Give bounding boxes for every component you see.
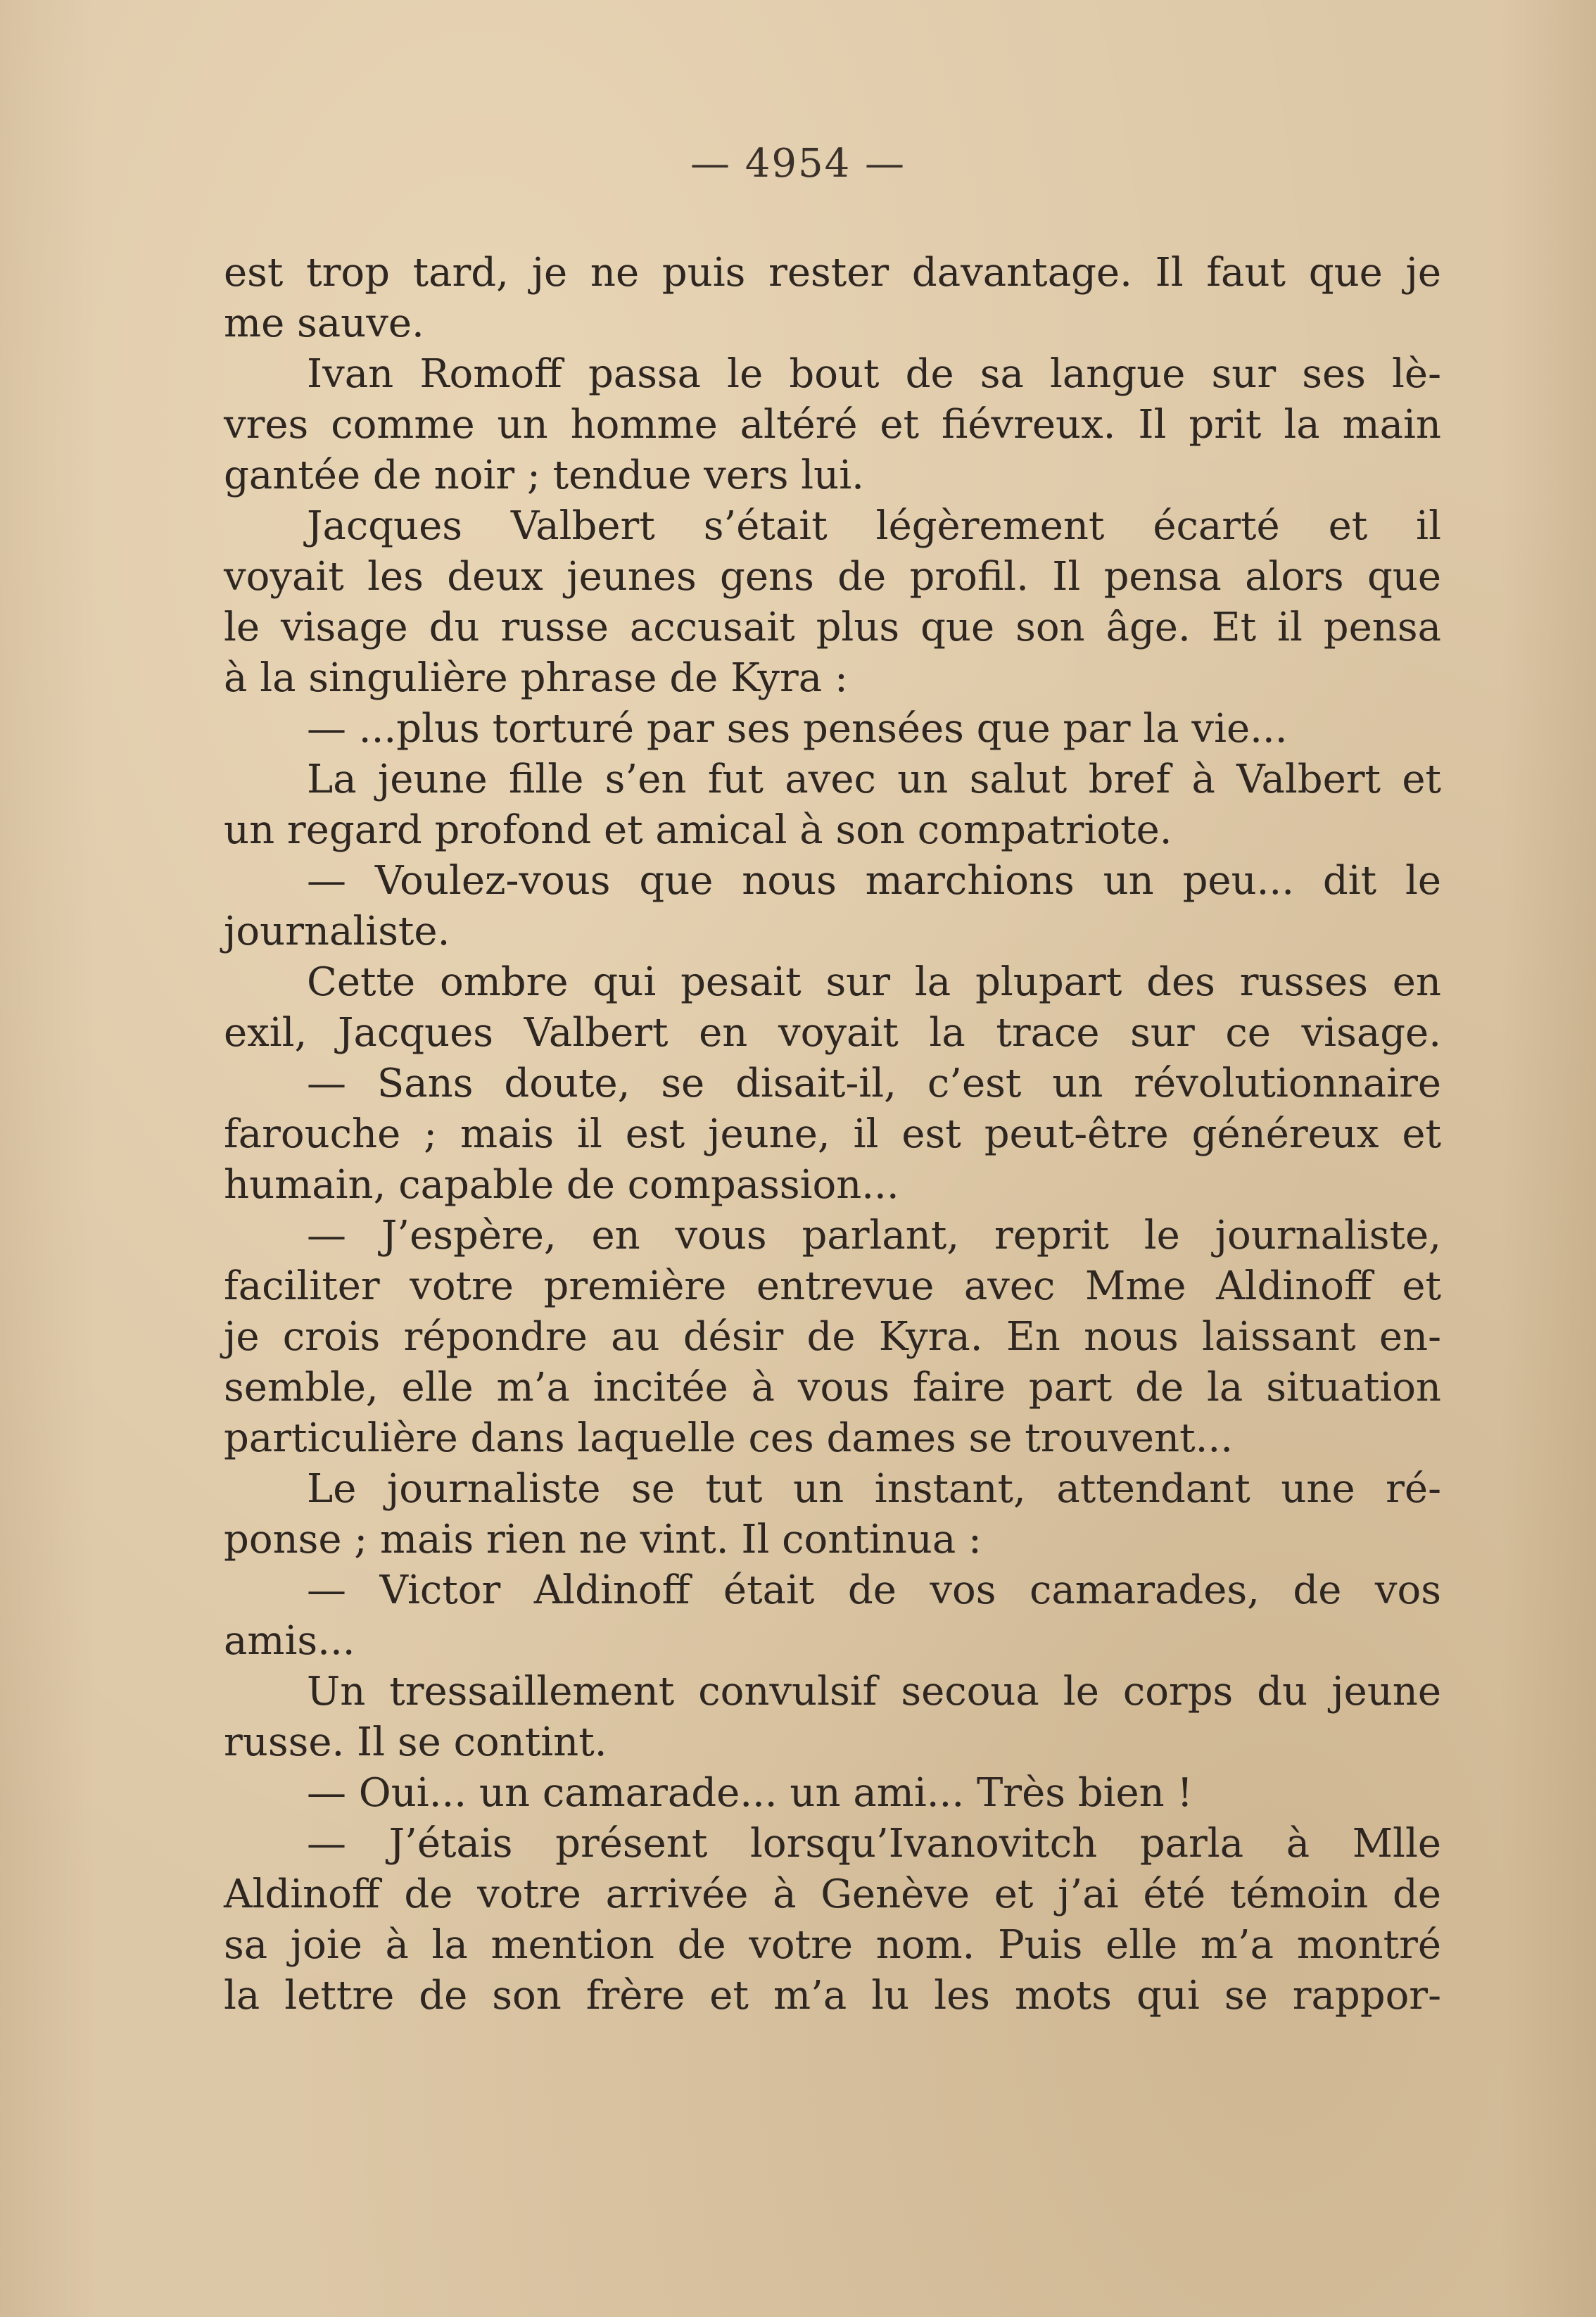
text-line: La jeune fille s’en fut avec un salut bref à Valbert et bbox=[307, 757, 1441, 802]
body-text bbox=[224, 248, 1441, 2021]
text-line: journaliste. bbox=[224, 909, 450, 954]
text-line: — J’espère, en vous parlant, reprit le journaliste, bbox=[307, 1213, 1441, 1258]
text-line: gantée de noir ; tendue vers lui. bbox=[224, 453, 864, 498]
text-line: faciliter votre première entrevue avec Mme Aldinoff et bbox=[224, 1263, 1441, 1309]
page-number: — 4954 — bbox=[690, 141, 906, 187]
text-line: la lettre de son frère et m’a lu les mots qui se rappor- bbox=[224, 1973, 1441, 2019]
text-line: Cette ombre qui pesait sur la plupart des russes en bbox=[307, 959, 1441, 1005]
text-line: Le journaliste se tut un instant, attendant une ré- bbox=[307, 1466, 1441, 1512]
text-line: je crois répondre au désir de Kyra. En nous laissant en- bbox=[224, 1314, 1441, 1360]
text-line: un regard profond et amical à son compatriote. bbox=[224, 807, 1172, 853]
text-line: — Oui... un camarade... un ami... Très bien ! bbox=[307, 1770, 1193, 1816]
text-line: farouche ; mais il est jeune, il est peut-être généreux et bbox=[224, 1111, 1441, 1157]
text-line: sa joie à la mention de votre nom. Puis elle m’a montré bbox=[224, 1922, 1441, 1968]
text-line: voyait les deux jeunes gens de profil. Il pensa alors que bbox=[224, 554, 1441, 600]
text-line: — ...plus torturé par ses pensées que par la vie... bbox=[307, 706, 1288, 752]
text-line: Un tressaillement convulsif secoua le corps du jeune bbox=[307, 1669, 1441, 1715]
text-line: Jacques Valbert s’était légèrement écarté et il bbox=[307, 503, 1441, 549]
text-line: — Voulez-vous que nous marchions un peu... dit le bbox=[307, 858, 1441, 904]
text-line: me sauve. bbox=[224, 301, 424, 346]
text-line: ponse ; mais rien ne vint. Il continua : bbox=[224, 1517, 982, 1562]
text-line: — Victor Aldinoff était de vos camarades, de vos bbox=[307, 1567, 1441, 1613]
text-line: semble, elle m’a incitée à vous faire part de la situation bbox=[224, 1365, 1441, 1410]
text-line: — Sans doute, se disait-il, c’est un révolutionnaire bbox=[307, 1061, 1441, 1106]
text-line: humain, capable de compassion... bbox=[224, 1162, 899, 1208]
text-line: le visage du russe accusait plus que son âge. Et il pensa bbox=[224, 605, 1441, 650]
text-line: — J’étais présent lorsqu’Ivanovitch parla à Mlle bbox=[307, 1821, 1441, 1867]
text-line: particulière dans laquelle ces dames se trouvent... bbox=[224, 1415, 1234, 1461]
text-line: Aldinoff de votre arrivée à Genève et j’ai été témoin de bbox=[224, 1871, 1441, 1917]
text-line: amis... bbox=[224, 1618, 355, 1664]
text-line: russe. Il se contint. bbox=[224, 1719, 607, 1765]
text-line: exil, Jacques Valbert en voyait la trace sur ce visage. bbox=[224, 1010, 1441, 1056]
text-line: Ivan Romoff passa le bout de sa langue sur ses lè- bbox=[307, 351, 1441, 397]
text-line: vres comme un homme altéré et fiévreux. Il prit la main bbox=[224, 402, 1441, 448]
text-line: est trop tard, je ne puis rester davantage. Il faut que je bbox=[224, 250, 1441, 296]
text-line: à la singulière phrase de Kyra : bbox=[224, 655, 848, 701]
